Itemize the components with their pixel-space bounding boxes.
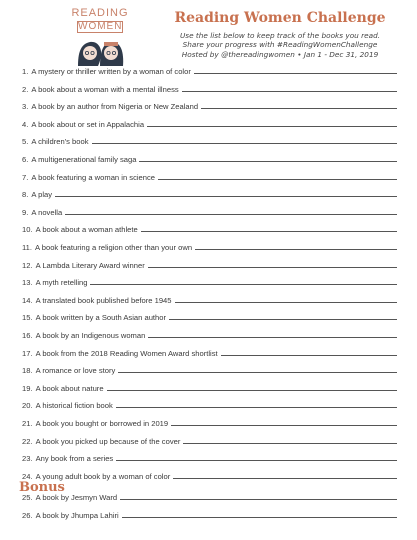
item-number: 25. xyxy=(22,493,33,502)
item-prompt: A book about a woman athlete xyxy=(35,225,138,235)
item-number: 19. xyxy=(22,383,33,393)
book-title-blank-line[interactable] xyxy=(173,478,397,479)
item-number: 12. xyxy=(22,260,33,270)
book-title-blank-line[interactable] xyxy=(147,126,397,127)
challenge-item xyxy=(22,416,397,428)
book-title-blank-line[interactable] xyxy=(120,499,397,500)
item-prompt: A book featuring a religion other than your own xyxy=(35,243,193,252)
challenge-item xyxy=(22,152,397,164)
host-dates-line: Hosted by @thereadingwomen • Jan 1 - Dec 31, 2019 xyxy=(181,50,379,59)
challenge-item xyxy=(22,434,397,446)
book-title-blank-line[interactable] xyxy=(195,249,397,250)
challenge-item xyxy=(22,64,397,76)
item-number: 16. xyxy=(22,331,33,340)
challenge-item xyxy=(22,451,397,463)
item-number: 11. xyxy=(22,243,32,252)
book-title-blank-line[interactable] xyxy=(158,179,397,180)
item-number: 15. xyxy=(22,313,33,323)
item-prompt: A historical fiction book xyxy=(35,401,113,411)
item-number: 7. xyxy=(22,172,29,182)
item-number: 8. xyxy=(22,190,29,200)
item-prompt: A book you bought or borrowed in 2019 xyxy=(35,419,169,428)
book-title-blank-line[interactable] xyxy=(55,196,397,197)
challenge-item xyxy=(22,187,397,199)
item-prompt: A children's book xyxy=(31,137,89,147)
item-prompt: A translated book published before 1945 xyxy=(35,295,172,305)
book-title-blank-line[interactable] xyxy=(169,319,397,320)
item-number: 17. xyxy=(22,348,33,358)
challenge-item xyxy=(22,134,397,146)
book-title-blank-line[interactable] xyxy=(118,372,397,373)
item-prompt: A mystery or thriller written by a woman of color xyxy=(31,67,191,76)
item-prompt: A play xyxy=(31,190,53,200)
book-title-blank-line[interactable] xyxy=(116,460,397,461)
item-prompt: A book from the 2018 Reading Women Award shortlist xyxy=(35,348,218,358)
item-number: 3. xyxy=(22,102,29,112)
item-number: 4. xyxy=(22,119,29,129)
challenge-item xyxy=(22,398,397,410)
book-title-blank-line[interactable] xyxy=(221,355,397,356)
item-prompt: A book featuring a woman in science xyxy=(31,172,156,182)
item-number: 24. xyxy=(22,471,33,481)
book-title-blank-line[interactable] xyxy=(141,231,397,232)
book-title-blank-line[interactable] xyxy=(92,143,397,144)
challenge-item xyxy=(22,310,397,322)
logo-text-bottom: WOMEN xyxy=(78,21,123,32)
challenge-item xyxy=(22,99,397,111)
challenge-item xyxy=(22,117,397,129)
challenge-item xyxy=(22,222,397,234)
bonus-heading: Bonus xyxy=(19,480,65,495)
book-title-blank-line[interactable] xyxy=(116,407,397,408)
item-number: 21. xyxy=(22,419,33,428)
book-title-blank-line[interactable] xyxy=(107,390,397,391)
book-title-blank-line[interactable] xyxy=(183,443,397,444)
book-title-blank-line[interactable] xyxy=(65,214,397,215)
two-women-icon xyxy=(70,32,130,66)
item-prompt: A book written by a South Asian author xyxy=(35,313,167,323)
item-number: 18. xyxy=(22,366,33,376)
item-number: 13. xyxy=(22,278,33,288)
item-number: 9. xyxy=(22,207,29,217)
challenge-item xyxy=(22,490,397,502)
item-prompt: A book by Jhumpa Lahiri xyxy=(35,511,119,520)
book-title-blank-line[interactable] xyxy=(201,108,397,109)
challenge-item xyxy=(22,328,397,340)
item-prompt: A multigenerational family saga xyxy=(31,155,137,164)
item-prompt: A book about or set in Appalachia xyxy=(31,119,145,129)
challenge-item xyxy=(22,205,397,217)
book-title-blank-line[interactable] xyxy=(148,337,397,338)
hashtag-line: Share your progress with #ReadingWomenChallenge xyxy=(182,40,378,49)
item-prompt: A novella xyxy=(31,207,63,217)
item-number: 2. xyxy=(22,84,29,94)
item-prompt: A Lambda Literary Award winner xyxy=(35,260,145,270)
book-title-blank-line[interactable] xyxy=(148,267,397,268)
book-title-blank-line[interactable] xyxy=(194,73,397,74)
item-prompt: A romance or love story xyxy=(35,366,116,376)
challenge-item xyxy=(22,170,397,182)
book-title-blank-line[interactable] xyxy=(90,284,397,285)
challenge-item xyxy=(22,275,397,287)
challenge-item xyxy=(22,240,397,252)
item-prompt: A myth retelling xyxy=(35,278,88,288)
reading-women-logo xyxy=(70,8,130,66)
challenge-item xyxy=(22,293,397,305)
item-prompt: A book about nature xyxy=(35,383,104,393)
book-title-blank-line[interactable] xyxy=(139,161,397,162)
page-title: Reading Women Challenge xyxy=(174,10,386,26)
instructions-line: Use the list below to keep track of the books you read. xyxy=(179,31,381,40)
header xyxy=(0,0,417,68)
item-number: 23. xyxy=(22,454,33,464)
challenge-item xyxy=(22,258,397,270)
book-title-blank-line[interactable] xyxy=(122,517,397,518)
logo-text-top: READING xyxy=(71,7,129,19)
item-number: 22. xyxy=(22,436,33,446)
item-number: 26. xyxy=(22,511,33,520)
item-prompt: A book by an author from Nigeria or New Zealand xyxy=(31,102,199,112)
item-prompt: A book about a woman with a mental illness xyxy=(31,84,179,94)
challenge-item xyxy=(22,508,397,520)
item-prompt: A young adult book by a woman of color xyxy=(35,471,171,481)
item-prompt: A book you picked up because of the cover xyxy=(35,436,181,446)
book-title-blank-line[interactable] xyxy=(175,302,397,303)
item-number: 6. xyxy=(22,155,29,164)
challenge-item xyxy=(22,82,397,94)
item-number: 20. xyxy=(22,401,33,411)
item-prompt: A book by Jesmyn Ward xyxy=(35,493,118,502)
book-title-blank-line[interactable] xyxy=(171,425,397,426)
item-number: 10. xyxy=(22,225,33,235)
item-prompt: Any book from a series xyxy=(35,454,114,464)
challenge-item xyxy=(22,346,397,358)
book-title-blank-line[interactable] xyxy=(182,91,397,92)
item-number: 5. xyxy=(22,137,29,147)
item-prompt: A book by an Indigenous woman xyxy=(35,331,146,340)
challenge-item xyxy=(22,363,397,375)
challenge-item xyxy=(22,381,397,393)
item-number: 14. xyxy=(22,295,33,305)
item-number: 1. xyxy=(22,67,29,76)
challenge-item xyxy=(22,469,397,481)
